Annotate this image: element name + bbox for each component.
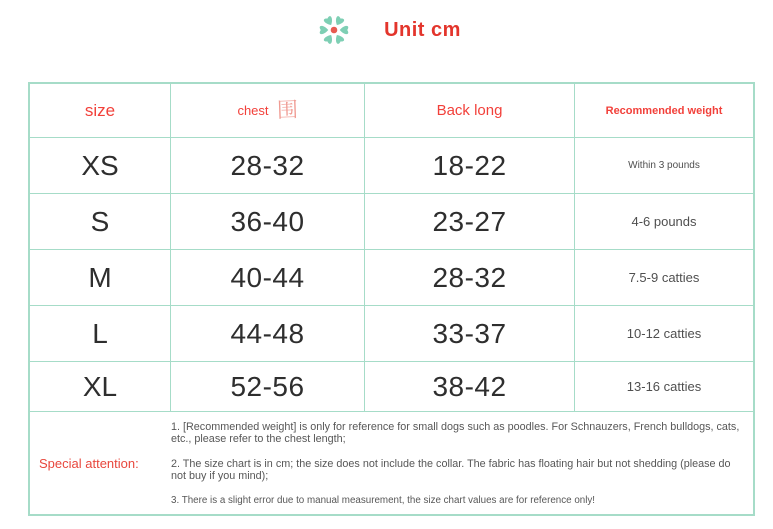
flower-of-hearts-icon [312,8,356,52]
chest-cell: 28-32 [171,138,365,194]
weight-cell: 10-12 catties [575,306,753,362]
table-row-xl [30,362,753,412]
note-item: 2. The size chart is in cm; the size does not include the collar. The fabric has floating hair but not shedding (please do not buy if you mind); [171,457,731,482]
chest-cell: 52-56 [171,362,365,412]
note-item: 3. There is a slight error due to manual measurement, the size chart values are for reference only! [171,494,596,506]
special-attention-section [30,412,753,514]
notes-list [171,421,753,506]
weight-cell: 7.5-9 catties [575,250,753,306]
column-header-size [30,84,171,138]
size-table [28,82,755,516]
table-row-xs [30,138,753,194]
size-cell: M [30,250,171,306]
column-header-size-label: size [84,100,116,120]
column-header-chest [171,84,365,138]
size-cell: XS [30,138,171,194]
back-long-cell: 28-32 [365,250,575,306]
weight-cell: 4-6 pounds [575,194,753,250]
page-header [0,6,773,54]
special-attention-label: Special attention: [39,455,139,471]
size-cell: XL [30,362,171,412]
weight-cell: Within 3 pounds [575,138,753,194]
column-header-back-long [365,84,575,138]
column-header-recommended-weight-label: Recommended weight [605,104,723,117]
size-cell: L [30,306,171,362]
table-row-m [30,250,753,306]
note-item: 1. [Recommended weight] is only for reference for small dogs such as poodles. For Schnauzers, French bulldogs, cats, etc., please refer to the chest length; [171,420,740,445]
back-long-cell: 38-42 [365,362,575,412]
girth-stamp-icon: 围 [276,97,298,123]
chest-cell: 36-40 [171,194,365,250]
back-long-cell: 23-27 [365,194,575,250]
column-header-chest-label: chest [237,103,269,118]
back-long-cell: 18-22 [365,138,575,194]
chest-cell: 40-44 [171,250,365,306]
unit-title: Unit cm [384,18,461,41]
table-header-row [30,84,753,138]
column-header-recommended-weight [575,84,753,138]
weight-cell: 13-16 catties [575,362,753,412]
chest-cell: 44-48 [171,306,365,362]
back-long-cell: 33-37 [365,306,575,362]
table-row-s [30,194,753,250]
table-row-l [30,306,753,362]
size-cell: S [30,194,171,250]
column-header-back-long-label: Back long [436,102,503,119]
